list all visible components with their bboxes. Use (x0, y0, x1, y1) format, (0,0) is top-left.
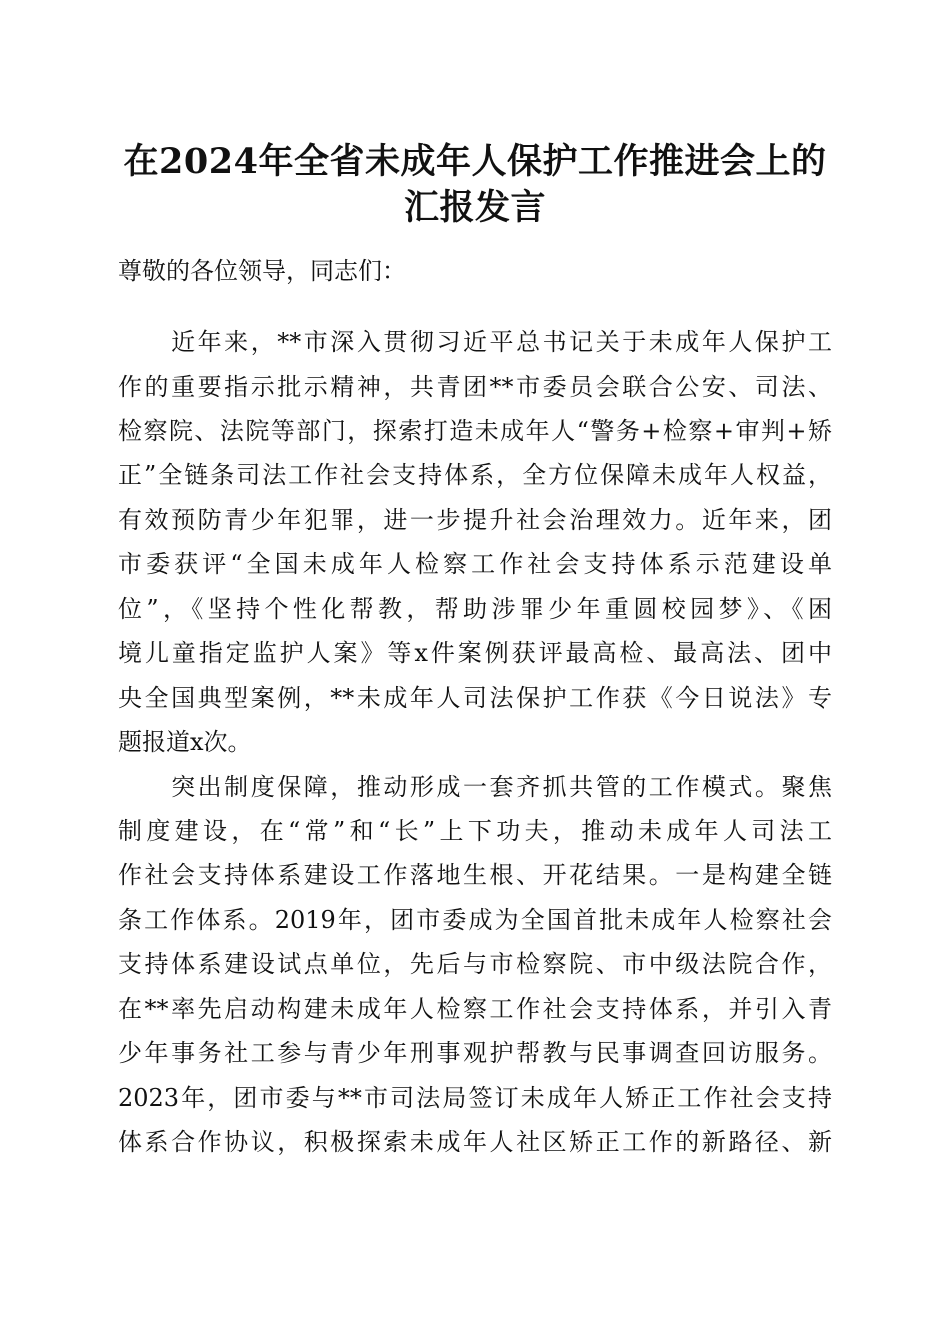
paragraph-1-line: 检察院、法院等部门，探索打造未成年人“警务+检察+审判+矫 (118, 417, 832, 445)
paragraph-1-line: 央全国典型案例，**未成年人司法保护工作获《今日说法》专 (118, 684, 832, 712)
paragraph-2-line: 体系合作协议，积极探索未成年人社区矫正工作的新路径、新 (118, 1128, 832, 1156)
paragraph-2-line: 支持体系建设试点单位，先后与市检察院、市中级法院合作， (118, 950, 832, 978)
document-title-line-2: 汇报发言 (403, 187, 546, 228)
paragraph-1-line: 题报道x次。 (118, 728, 252, 756)
paragraph-1-line: 有效预防青少年犯罪，进一步提升社会治理效力。近年来，团 (118, 506, 832, 534)
paragraph-2-line: 2023年，团市委与**市司法局签订未成年人矫正工作社会支持 (118, 1084, 832, 1112)
paragraph-2-line: 制度建设，在“常”和“长”上下功夫，推动未成年人司法工 (118, 817, 832, 845)
paragraph-1-line: 位”，《坚持个性化帮教，帮助涉罪少年重圆校园梦》、《困 (118, 595, 832, 623)
paragraph-1-line: 市委获评“全国未成年人检察工作社会支持体系示范建设单 (118, 550, 832, 578)
paragraph-2-line: 作社会支持体系建设工作落地生根、开花结果。一是构建全链 (118, 861, 832, 889)
paragraph-2-line: 少年事务社工参与青少年刑事观护帮教与民事调查回访服务。 (118, 1039, 832, 1067)
paragraph-2-line: 突出制度保障，推动形成一套齐抓共管的工作模式。聚焦 (118, 773, 832, 801)
paragraph-2-line: 在**率先启动构建未成年人检察工作社会支持体系，并引入青 (118, 995, 832, 1023)
paragraph-1-line: 作的重要指示批示精神，共青团**市委员会联合公安、司法、 (118, 373, 832, 401)
paragraph-2-line: 条工作体系。2019年，团市委成为全国首批未成年人检察社会 (118, 906, 832, 934)
paragraph-1-line: 近年来，**市深入贯彻习近平总书记关于未成年人保护工 (118, 328, 832, 356)
document-title-line-1: 在2024年全省未成年人保护工作推进会上的 (123, 141, 827, 182)
paragraph-1-line: 正”全链条司法工作社会支持体系，全方位保障未成年人权益， (118, 461, 832, 489)
paragraph-1-line: 境儿童指定监护人案》等x件案例获评最高检、最高法、团中 (118, 639, 832, 667)
salutation: 尊敬的各位领导，同志们： (118, 257, 406, 285)
